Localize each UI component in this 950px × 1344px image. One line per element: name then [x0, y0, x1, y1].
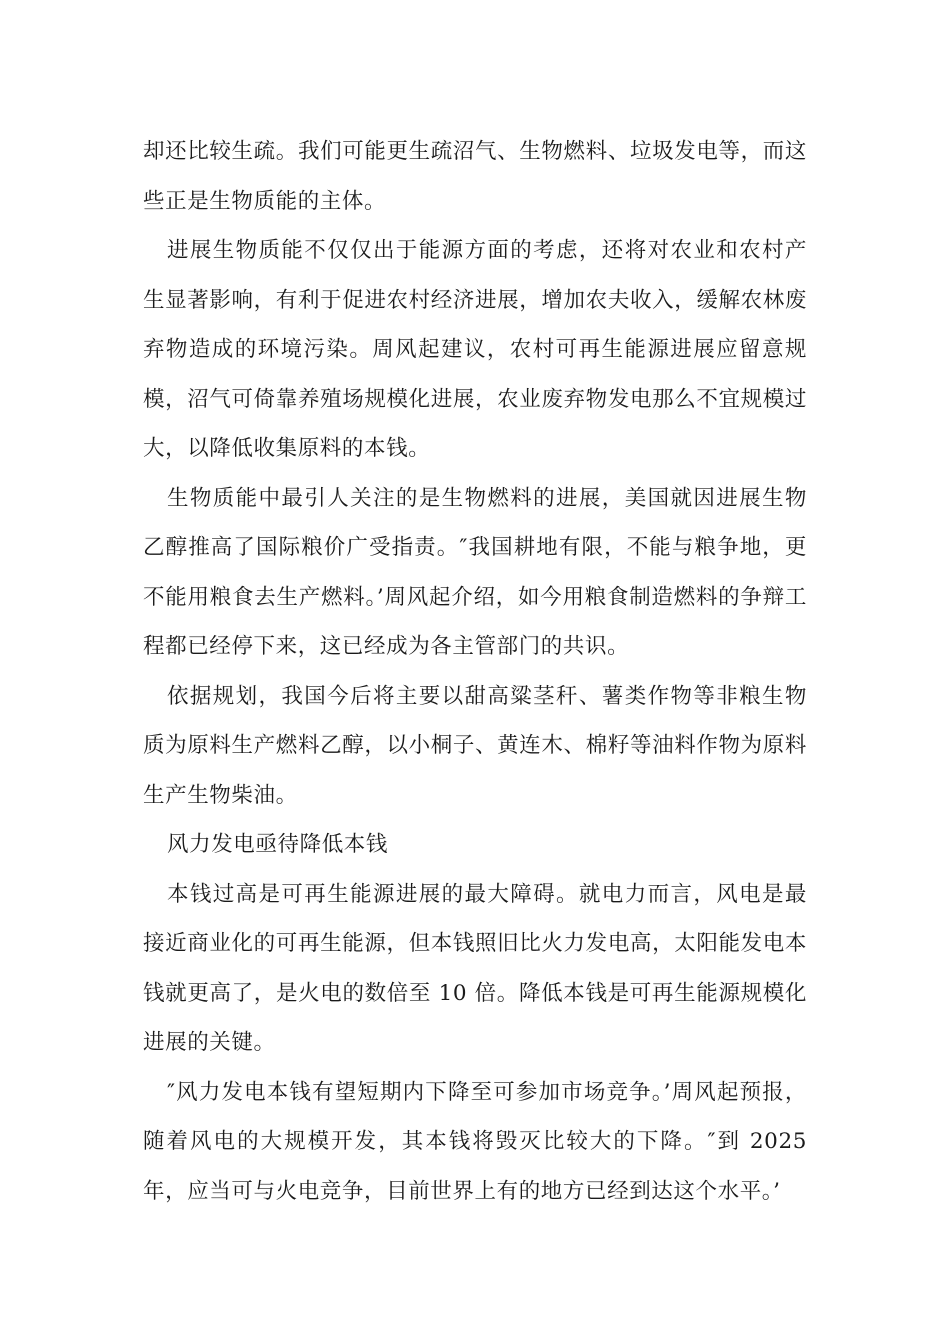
section-heading: 风力发电亟待降低本钱	[167, 832, 389, 857]
paragraph-2: 进展生物质能不仅仅出于能源方面的考虑，还将对农业和农村产生显著影响，有利于促进农村经济进展，增加农夫收入，缓解农林废弃物造成的环境污染。周风起建议，农村可再生能源进展应留意规模，沼气可倚靠养殖场规模化进展，农业废弃物发电那么不宜规模过大，以降低收集原料的本钱。	[143, 238, 807, 461]
paragraph-5: 本钱过高是可再生能源进展的最大障碍。就电力而言，风电是最接近商业化的可再生能源，但本钱照旧比火力发电高，太阳能发电本钱就更高了，是火电的数倍至 10 倍。降低本钱是可再生能源规模化进展的关键。	[143, 881, 807, 1055]
paragraph-1: 却还比较生疏。我们可能更生疏沼气、生物燃料、垃圾发电等，而这些正是生物质能的主体。	[143, 139, 807, 214]
paragraph-3: 生物质能中最引人关注的是生物燃料的进展，美国就因进展生物乙醇推高了国际粮价广受指责。″我国耕地有限，不能与粮争地，更不能用粮食去生产燃料。’周风起介绍，如今用粮食制造燃料的争辩工程都已经停下来，这已经成为各主管部门的共识。	[143, 485, 807, 659]
paragraph-6: ″风力发电本钱有望短期内下降至可参加市场竞争。’周风起预报，随着风电的大规模开发，其本钱将毁灭比较大的下降。″到 2025 年，应当可与火电竞争，目前世界上有的地方已经到达这个水平。’	[143, 1079, 807, 1204]
document-body	[143, 127, 807, 1216]
paragraph-4: 依据规划，我国今后将主要以甜高粱茎秆、薯类作物等非粮生物质为原料生产燃料乙醇，以小桐子、黄连木、棉籽等油料作物为原料生产生物柴油。	[143, 683, 807, 808]
